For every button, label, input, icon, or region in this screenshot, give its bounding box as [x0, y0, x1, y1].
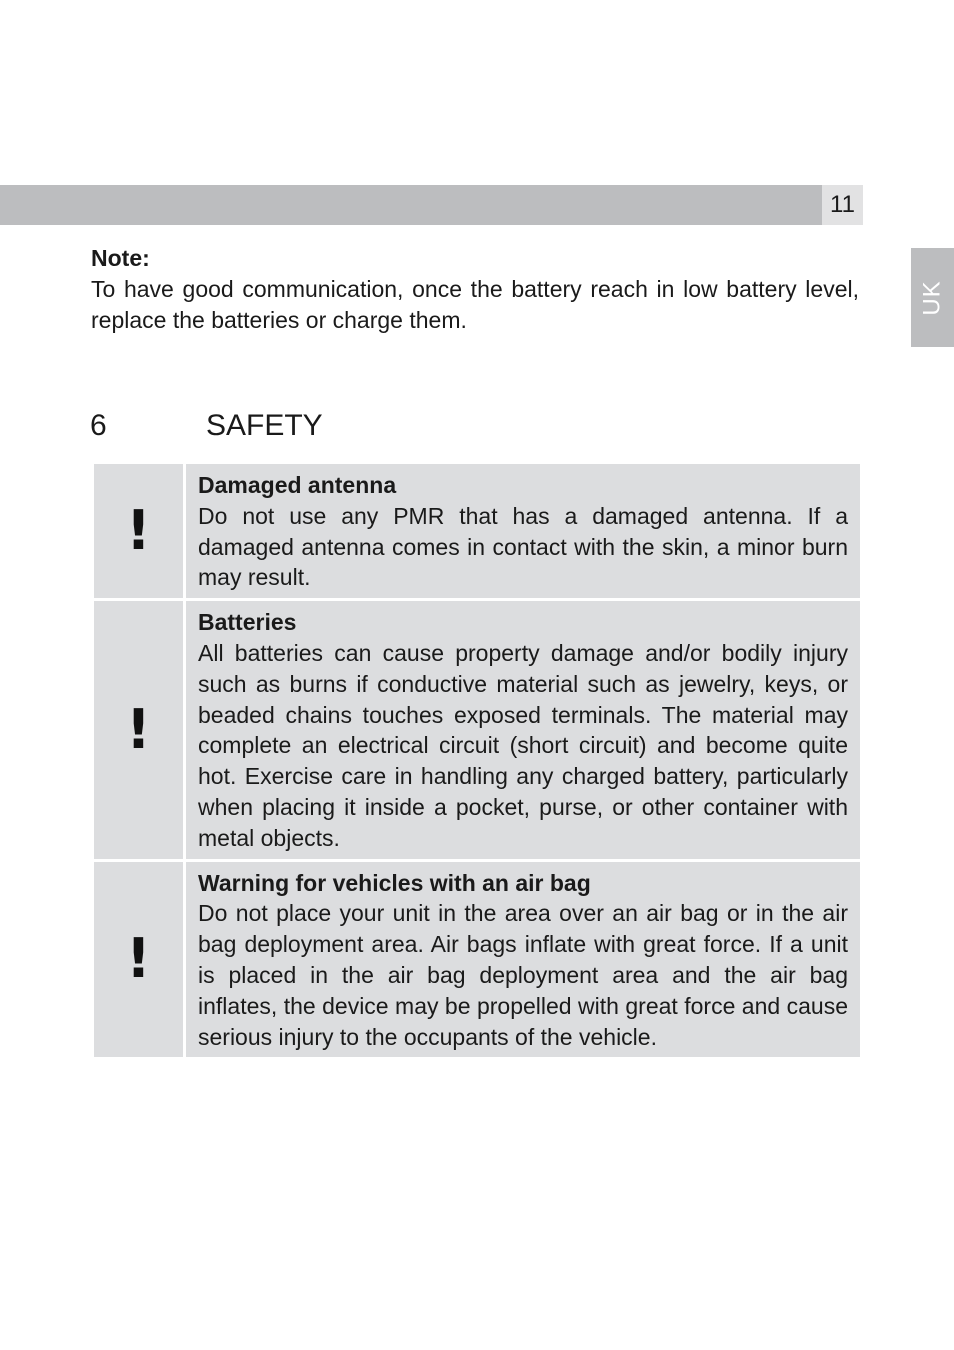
note-title: Note:: [91, 245, 150, 271]
safety-row-damaged-antenna: [94, 464, 860, 598]
language-tab: [911, 248, 954, 347]
safety-text-cell: [186, 464, 860, 598]
safety-table: [94, 464, 860, 1060]
language-tab-label: UK: [918, 279, 946, 316]
safety-item-title: Damaged antenna: [198, 472, 397, 498]
exclamation-icon: !: [126, 499, 151, 563]
section-heading: [90, 406, 860, 446]
safety-text-cell: [186, 601, 860, 858]
safety-row-batteries: [94, 601, 860, 858]
note-text: To have good communication, once the battery reach in low battery level, replace the batteries or charge them.: [91, 276, 859, 333]
warning-icon-cell: [94, 464, 183, 598]
safety-item-text: All batteries can cause property damage and/or bodily injury such as burns if conductive material such as jewelry, keys, or beaded chains touches exposed terminals. The material may complete an electrical circuit (short circuit) and become quite hot. Exercise care in handling any charged battery, particularly when placing it inside a pocket, purse, or other container with metal objects.: [198, 639, 848, 851]
page-number: 11: [822, 185, 863, 225]
safety-text-cell: [186, 862, 860, 1058]
header-bar: [0, 185, 822, 225]
safety-row-air-bag: [94, 862, 860, 1058]
section-number: 6: [90, 409, 107, 442]
safety-item-text: Do not place your unit in the area over an air bag or in the air bag deployment area. Air bags inflate with great force. If a unit is placed in the air bag deployment area and the air bag inflates, the device may be propelled with great force and cause serious injury to the occupants of the vehicle.: [198, 900, 848, 1050]
warning-icon-cell: [94, 601, 183, 858]
safety-item-title: Warning for vehicles with an air bag: [198, 869, 591, 896]
safety-item-title: Batteries: [198, 609, 297, 636]
safety-item-text: Do not use any PMR that has a damaged antenna. If a damaged antenna comes in contact with the skin, a minor burn may result.: [198, 502, 848, 591]
warning-icon-cell: [94, 862, 183, 1058]
section-title: SAFETY: [206, 409, 323, 442]
exclamation-icon: !: [126, 697, 151, 761]
note-block: [91, 243, 859, 336]
exclamation-icon: !: [126, 927, 151, 991]
